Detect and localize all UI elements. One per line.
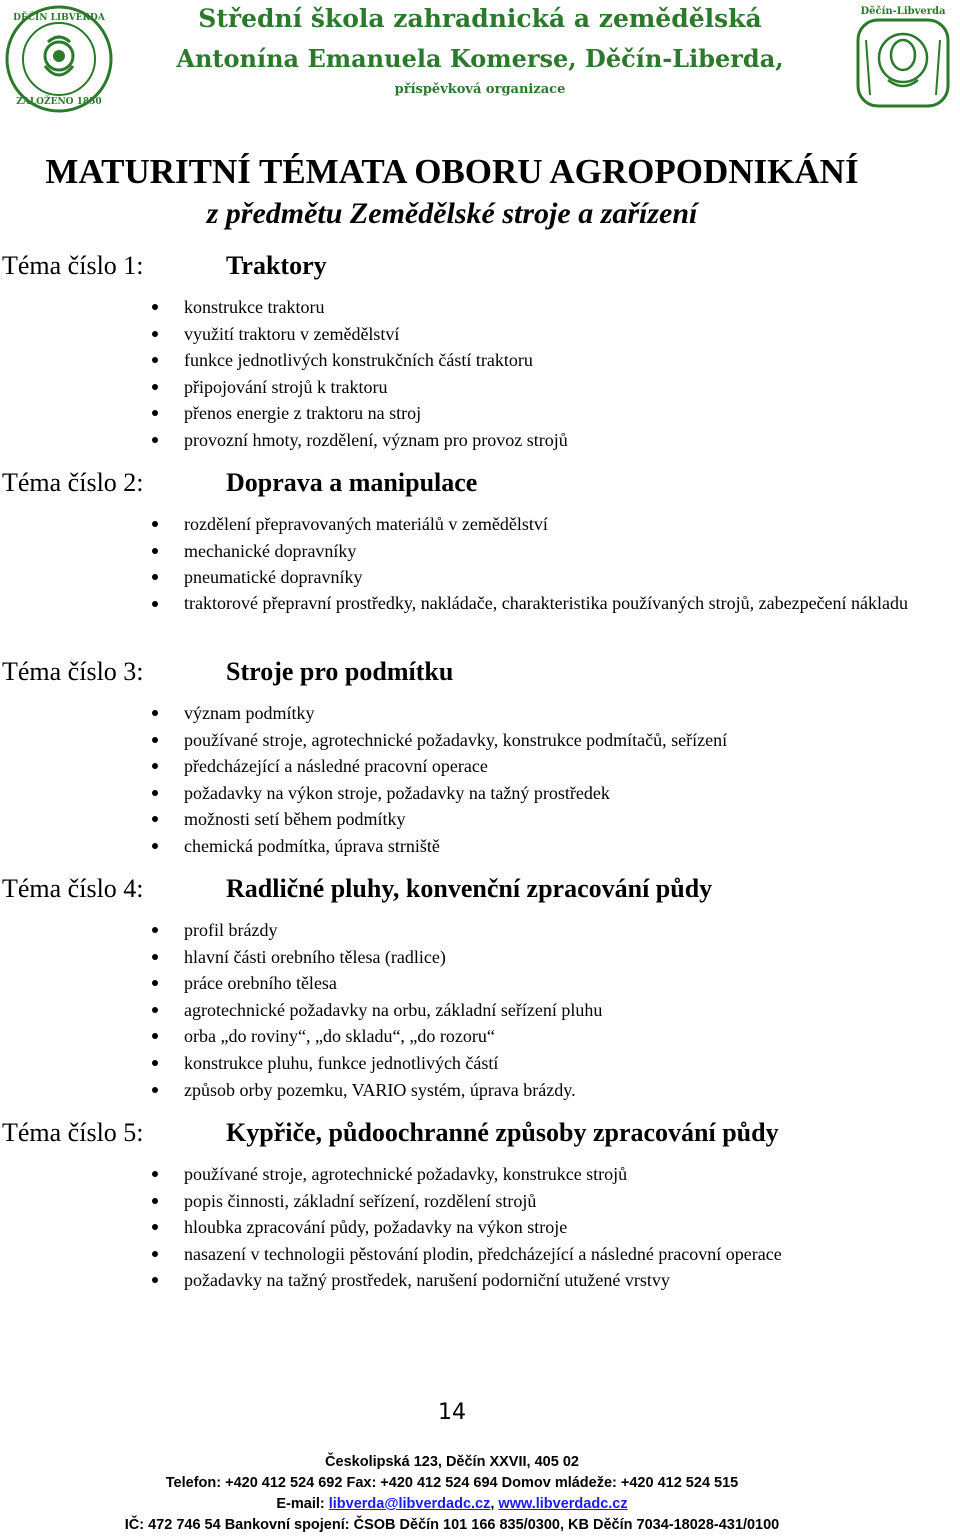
topic-name: Doprava a manipulace <box>226 468 478 497</box>
list-item: přenos energie z traktoru na stroj <box>0 400 960 427</box>
list-item: způsob orby pozemku, VARIO systém, úprava brázdy. <box>0 1077 960 1104</box>
topic-4-heading <box>0 874 960 914</box>
school-name-line2: Antonína Emanuela Komerse, Děčín-Liberda, <box>176 44 784 73</box>
list-item: mechanické dopravníky <box>0 538 960 565</box>
topic-name: Traktory <box>226 251 327 280</box>
logo-left-founded: ZALOŽENO 1850 <box>16 97 102 107</box>
list-item: rozdělení přepravovaných materiálů v zemědělství <box>0 511 960 538</box>
footer-bank: IČ: 472 746 54 Bankovní spojení: ČSOB Děčín 101 166 835/0300, KB Děčín 7034-18028-431/0100 <box>124 1517 780 1533</box>
list-item: konstrukce pluhu, funkce jednotlivých částí <box>0 1050 960 1077</box>
list-item: konstrukce traktoru <box>0 294 960 321</box>
footer-phones: Telefon: +420 412 524 692 Fax: +420 412 524 694 Domov mládeže: +420 412 524 515 <box>165 1475 739 1491</box>
logo-right-label: Děčín-Libverda <box>860 6 946 17</box>
topic-3-list <box>0 700 960 860</box>
list-item: profil brázdy <box>0 917 960 944</box>
topic-1-list <box>0 294 960 454</box>
topic-number: Téma číslo 4: <box>2 874 144 903</box>
list-item: hlavní části orebního tělesa (radlice) <box>0 944 960 971</box>
document-subtitle: z předmětu Zemědělské stroje a zařízení <box>206 197 698 230</box>
school-name-line1: Střední škola zahradnická a zemědělská <box>198 4 762 33</box>
topic-1-heading <box>0 251 960 291</box>
school-status: příspěvková organizace <box>394 82 566 97</box>
page-number: 14 <box>438 1400 466 1425</box>
list-item: používané stroje, agrotechnické požadavky, konstrukce strojů <box>0 1161 960 1188</box>
list-item: požadavky na tažný prostředek, narušení podorniční utužené vrstvy <box>0 1267 960 1294</box>
footer-address: Českolipská 123, Děčín XXVII, 405 02 <box>325 1454 579 1470</box>
list-item: chemická podmítka, úprava strniště <box>0 833 960 860</box>
topic-name: Kypřiče, půdoochranné způsoby zpracování půdy <box>226 1118 779 1147</box>
list-item: hloubka zpracování půdy, požadavky na výkon stroje <box>0 1214 960 1241</box>
list-item: orba „do roviny“, „do skladu“, „do rozoru“ <box>0 1023 960 1050</box>
topic-3-heading <box>0 657 960 697</box>
list-item: práce orebního tělesa <box>0 970 960 997</box>
list-item: traktorové přepravní prostředky, nakládače, charakteristika používaných strojů, zabezpečení nákladu <box>0 591 960 617</box>
list-item: možnosti setí během podmítky <box>0 806 960 833</box>
list-item: provozní hmoty, rozdělení, význam pro provoz strojů <box>0 427 960 454</box>
list-item: funkce jednotlivých konstrukčních částí traktoru <box>0 347 960 374</box>
list-item: agrotechnické požadavky na orbu, základní seřízení pluhu <box>0 997 960 1024</box>
email-label: E-mail: <box>276 1496 325 1512</box>
topic-number: Téma číslo 2: <box>2 468 144 497</box>
list-item: požadavky na výkon stroje, požadavky na tažný prostředek <box>0 780 960 807</box>
topic-5-list <box>0 1161 960 1294</box>
document-title: MATURITNÍ TÉMATA OBORU AGROPODNIKÁNÍ <box>45 152 859 191</box>
topic-5-heading <box>0 1118 960 1158</box>
list-item: popis činnosti, základní seřízení, rozdělení strojů <box>0 1188 960 1215</box>
list-item: význam podmítky <box>0 700 960 727</box>
email-link[interactable]: libverda@libverdadc.cz <box>328 1496 491 1512</box>
logo-left-label: DĚČÍN LIBVERDA <box>13 13 105 23</box>
list-item: využití traktoru v zemědělství <box>0 321 960 348</box>
school-logo-right <box>848 0 958 110</box>
website-link[interactable]: www.libverdadc.cz <box>498 1496 628 1512</box>
topic-number: Téma číslo 1: <box>2 251 144 280</box>
topic-2-list <box>0 511 960 616</box>
list-item: připojování strojů k traktoru <box>0 374 960 401</box>
topic-name: Radličné pluhy, konvenční zpracování půdy <box>226 874 713 903</box>
list-item: pneumatické dopravníky <box>0 564 960 591</box>
list-item: nasazení v technologii pěstování plodin, předcházející a následné pracovní operace <box>0 1241 960 1268</box>
school-logo-left <box>4 4 114 114</box>
list-item: používané stroje, agrotechnické požadavky, konstrukce podmítačů, seřízení <box>0 727 960 754</box>
footer-contacts <box>0 1494 904 1514</box>
topic-name: Stroje pro podmítku <box>226 657 454 686</box>
list-item: předcházející a následné pracovní operace <box>0 753 960 780</box>
topic-4-list <box>0 917 960 1103</box>
footer-separator: , <box>490 1496 495 1512</box>
topic-2-heading <box>0 468 960 508</box>
topic-number: Téma číslo 5: <box>2 1118 144 1147</box>
topic-number: Téma číslo 3: <box>2 657 144 686</box>
